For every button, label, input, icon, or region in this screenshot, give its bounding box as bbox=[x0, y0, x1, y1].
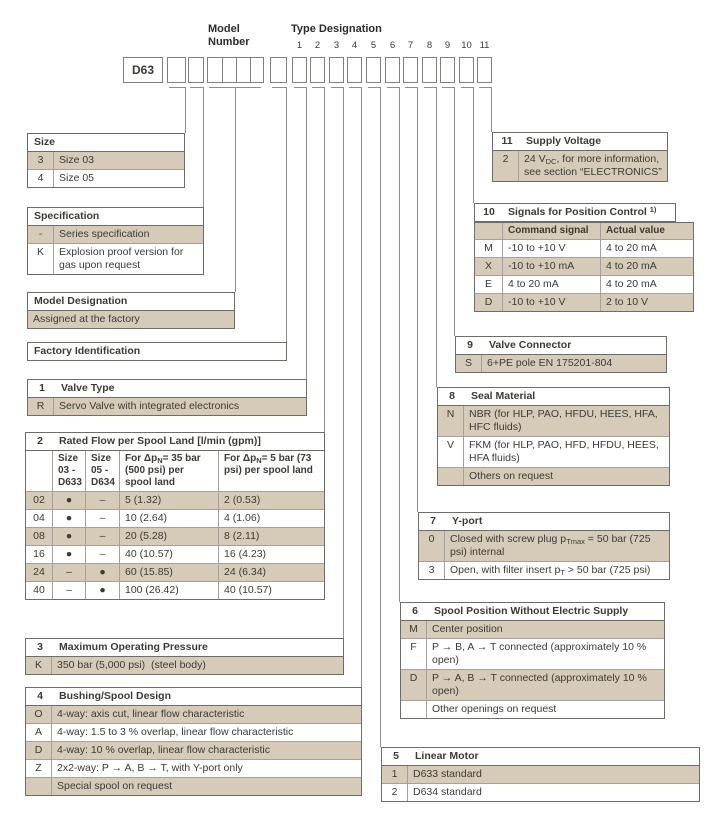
column-header-cell: Size 03 - D633 bbox=[53, 451, 86, 491]
row-code-cell: A bbox=[26, 724, 52, 741]
table-header bbox=[456, 337, 666, 355]
column-header-cell: For $\Delta p_N= 5$ bar (73 psi) per spool land bbox=[224, 453, 313, 476]
row-description-cell: Closed with screw plug $p_{Tmax} = 50$ bar (725 psi) internal bbox=[450, 533, 651, 558]
row-description-cell: Series specification bbox=[59, 228, 150, 240]
table-row bbox=[26, 491, 324, 509]
row-description-cell: Center position bbox=[432, 623, 503, 635]
column-header-cell: Size 05 - D634 bbox=[86, 451, 120, 491]
row-code-cell: 3 bbox=[419, 562, 445, 579]
type-code-box-10 bbox=[459, 57, 474, 83]
row-description-cell: 24 $V_{DC}$, for more information, see section “ELECTRONICS” bbox=[524, 153, 662, 178]
table-title: Factory Identification bbox=[34, 345, 141, 357]
column-header-cell: Command signal bbox=[503, 223, 601, 239]
table-row bbox=[493, 151, 667, 181]
type-designation-number: 1 bbox=[296, 40, 303, 51]
table-title: Maximum Operating Pressure bbox=[59, 641, 208, 653]
row-description-cell: Open, with filter insert $p_T > 50$ bar (725 psi) bbox=[450, 564, 651, 577]
type-code-box-6 bbox=[385, 57, 400, 83]
type-designation-number: 2 bbox=[314, 40, 321, 51]
row-value-cell: 16 (4.23) bbox=[224, 548, 267, 560]
row-value-cell: – bbox=[86, 510, 120, 527]
row-value-cell: 2 (0.53) bbox=[224, 494, 261, 506]
table-header-number: 7 bbox=[430, 515, 436, 527]
table-header bbox=[28, 380, 306, 398]
table-header bbox=[28, 293, 234, 311]
table-factory-identification bbox=[27, 342, 287, 361]
row-value-cell: -10 to +10 V bbox=[503, 240, 601, 257]
row-value-cell: 4 to 20 mA bbox=[606, 260, 657, 272]
row-value-cell: ● bbox=[53, 510, 86, 527]
row-value-cell: ● bbox=[53, 492, 86, 509]
row-description-cell: Size 05 bbox=[59, 172, 95, 184]
row-code-cell: 16 bbox=[26, 546, 53, 563]
table-6-spool-position bbox=[400, 602, 665, 719]
table-row bbox=[26, 657, 343, 674]
table-header bbox=[28, 134, 184, 152]
row-value-cell: ● bbox=[53, 546, 86, 563]
row-code-cell: 4 bbox=[28, 170, 54, 187]
table-2-rated-flow bbox=[25, 432, 325, 600]
table-row bbox=[382, 766, 699, 783]
row-description-cell: 4-way: axis cut, linear flow characteristic bbox=[57, 708, 245, 720]
table-header bbox=[26, 688, 361, 706]
type-code-box-7 bbox=[403, 57, 418, 83]
row-value-cell: 60 (15.85) bbox=[120, 564, 219, 581]
spec-code-box bbox=[188, 57, 204, 83]
type-designation-number: 8 bbox=[426, 40, 433, 51]
table-header bbox=[401, 603, 664, 621]
table-row bbox=[26, 545, 324, 563]
table-header-number: 2 bbox=[37, 435, 43, 447]
row-code-cell: M bbox=[401, 621, 427, 638]
row-code-cell: K bbox=[26, 657, 52, 674]
type-designation-number: 6 bbox=[389, 40, 396, 51]
table-header bbox=[28, 343, 286, 360]
row-code-cell bbox=[401, 701, 427, 718]
table-row bbox=[26, 509, 324, 527]
model-prefix-box: D63 bbox=[123, 57, 163, 83]
row-description-cell: P → A, B → T connected (approximately 10 % open) bbox=[432, 672, 647, 697]
row-code-cell: D bbox=[26, 742, 52, 759]
type-code-box-2 bbox=[310, 57, 325, 83]
table-11-supply-voltage bbox=[492, 132, 668, 182]
table-row bbox=[28, 152, 184, 169]
row-description-cell: 6+PE pole EN 175201-804 bbox=[487, 357, 613, 369]
type-code-box-3 bbox=[329, 57, 344, 83]
table-title: Valve Type bbox=[61, 382, 115, 394]
row-code-cell: 04 bbox=[26, 510, 53, 527]
type-code-box-8 bbox=[422, 57, 437, 83]
row-code-cell bbox=[26, 778, 52, 795]
table-row bbox=[456, 355, 666, 372]
table-title: Specification bbox=[34, 210, 100, 222]
column-header-code-cell bbox=[26, 451, 53, 491]
table-row bbox=[438, 436, 669, 467]
table-title: Y-port bbox=[452, 515, 483, 527]
table-title: Valve Connector bbox=[489, 339, 572, 351]
row-value-cell: – bbox=[86, 528, 120, 545]
row-value-cell: 40 (10.57) bbox=[224, 584, 272, 596]
cell-divider bbox=[250, 58, 251, 82]
row-description-cell: 4-way: 10 % overlap, linear flow characteristic bbox=[57, 744, 271, 756]
table-9-valve-connector bbox=[455, 336, 667, 373]
row-value-cell: – bbox=[53, 564, 86, 581]
row-code-cell: 02 bbox=[26, 492, 53, 509]
row-value-cell: 4 to 20 mA bbox=[606, 242, 657, 254]
row-description-cell: D634 standard bbox=[413, 786, 482, 798]
row-code-cell: 40 bbox=[26, 582, 53, 599]
row-description-cell: D633 standard bbox=[413, 768, 482, 780]
type-designation-number: 5 bbox=[370, 40, 377, 51]
table-title: Bushing/Spool Design bbox=[59, 690, 171, 702]
row-code-cell: 3 bbox=[28, 152, 54, 169]
table-row bbox=[28, 243, 203, 274]
table-size bbox=[27, 133, 185, 188]
size-code-box bbox=[167, 57, 186, 83]
row-code-cell: 08 bbox=[26, 528, 53, 545]
row-value-cell: 4 to 20 mA bbox=[606, 278, 657, 290]
cell-divider bbox=[222, 58, 223, 82]
row-value-cell: ● bbox=[86, 564, 120, 581]
table-row bbox=[28, 226, 203, 243]
row-code-cell: 2 bbox=[493, 151, 519, 181]
row-text-cell: Assigned at the factory bbox=[33, 313, 140, 325]
row-description-cell: Others on request bbox=[469, 470, 554, 482]
row-description-cell: Other openings on request bbox=[432, 703, 557, 715]
row-code-cell: X bbox=[475, 258, 503, 275]
table-model-designation bbox=[27, 292, 235, 329]
table-header bbox=[419, 513, 669, 531]
type-code-box-9 bbox=[440, 57, 455, 83]
row-code-cell: D bbox=[475, 294, 503, 311]
row-value-cell: -10 to +10 V bbox=[503, 294, 601, 311]
table-title: Spool Position Without Electric Supply bbox=[434, 605, 629, 617]
table-row bbox=[401, 669, 664, 700]
model-number-group bbox=[207, 57, 264, 83]
row-description-cell: Special spool on request bbox=[57, 780, 172, 792]
row-value-cell: 4 to 20 mA bbox=[503, 276, 601, 293]
table-header-number: 9 bbox=[467, 339, 473, 351]
row-code-cell: 1 bbox=[382, 766, 408, 783]
table-title: Supply Voltage bbox=[526, 135, 602, 147]
type-designation-number: 9 bbox=[444, 40, 451, 51]
column-header-cell: For $\Delta p_N= 35$ bar (500 psi) per spool land bbox=[120, 451, 219, 491]
table-header-number: 6 bbox=[412, 605, 418, 617]
row-value-cell: – bbox=[86, 492, 120, 509]
row-value-cell: 4 (1.06) bbox=[224, 512, 261, 524]
table-title: Size bbox=[34, 136, 56, 148]
row-value-cell: 20 (5.28) bbox=[120, 528, 219, 545]
row-value-cell: 5 (1.32) bbox=[120, 492, 219, 509]
cell-divider bbox=[236, 58, 237, 82]
type-code-box-5 bbox=[366, 57, 381, 83]
table-row bbox=[26, 581, 324, 599]
table-title: Model Designation bbox=[34, 295, 128, 307]
row-code-cell: N bbox=[438, 406, 464, 436]
table-7-y-port bbox=[418, 512, 670, 580]
table-title: Signals for Position Control $^{1)}$ bbox=[508, 205, 657, 218]
table-title: Seal Material bbox=[471, 390, 536, 402]
row-description-cell: Servo Valve with integrated electronics bbox=[59, 400, 240, 412]
row-value-cell: ● bbox=[53, 528, 86, 545]
table-header bbox=[493, 133, 667, 151]
table-row bbox=[401, 621, 664, 638]
table-10-signals-position-control bbox=[474, 203, 694, 312]
table-row bbox=[26, 563, 324, 581]
factory-id-box bbox=[270, 57, 287, 83]
row-description-cell: 4-way: 1.5 to 3 % overlap, linear flow characteristic bbox=[57, 726, 294, 738]
type-designation-number: 11 bbox=[479, 40, 490, 51]
row-code-cell: V bbox=[438, 437, 464, 467]
column-header-row bbox=[26, 451, 324, 491]
table-row bbox=[26, 527, 324, 545]
row-code-cell: 2 bbox=[382, 784, 408, 801]
table-header-number: 3 bbox=[37, 641, 43, 653]
row-value-cell: 10 (2.64) bbox=[120, 510, 219, 527]
row-code-cell bbox=[438, 468, 464, 485]
table-8-seal-material bbox=[437, 387, 670, 486]
row-value-cell: ● bbox=[86, 582, 120, 599]
table-row bbox=[28, 311, 234, 328]
table-row bbox=[401, 638, 664, 669]
table-row bbox=[28, 398, 306, 415]
table-row bbox=[474, 257, 694, 275]
table-row bbox=[26, 777, 361, 795]
type-code-box-4 bbox=[347, 57, 362, 83]
table-title: Rated Flow per Spool Land [l/min (gpm)] bbox=[59, 435, 261, 447]
table-header bbox=[26, 639, 343, 657]
type-designation-number: 4 bbox=[351, 40, 358, 51]
row-description-cell: FKM (for HLP, PAO, HFD, HFDU, HEES, HFA fluids) bbox=[469, 439, 659, 464]
table-row bbox=[26, 706, 361, 723]
table-row bbox=[438, 406, 669, 436]
table-4-bushing-spool-design bbox=[25, 687, 362, 796]
table-header-number: 11 bbox=[501, 135, 513, 147]
table-row bbox=[382, 783, 699, 801]
row-code-cell: D bbox=[401, 670, 427, 700]
row-description-cell: Size 03 bbox=[59, 154, 95, 166]
table-header bbox=[438, 388, 669, 406]
table-row bbox=[26, 759, 361, 777]
table-header bbox=[474, 203, 676, 222]
table-row bbox=[401, 700, 664, 718]
table-header-number: 1 bbox=[39, 382, 45, 394]
table-row bbox=[438, 467, 669, 485]
column-header-cell: Actual value bbox=[606, 225, 665, 236]
row-value-cell: – bbox=[53, 582, 86, 599]
type-designation-number: 7 bbox=[407, 40, 414, 51]
type-code-box-11 bbox=[477, 57, 492, 83]
table-header bbox=[382, 748, 699, 766]
type-designation-number: 10 bbox=[461, 40, 472, 51]
row-value-cell: 40 (10.57) bbox=[120, 546, 219, 563]
table-specification bbox=[27, 207, 204, 275]
row-value-cell: 24 (6.34) bbox=[224, 566, 267, 578]
type-code-box-1 bbox=[292, 57, 307, 83]
table-row bbox=[26, 723, 361, 741]
row-description-cell: 350 bar (5,000 psi) (steel body) bbox=[57, 659, 206, 671]
row-code-cell: K bbox=[28, 244, 54, 274]
column-header-row bbox=[474, 222, 694, 239]
row-description-cell: P → B, A → T connected (approximately 10 % open) bbox=[432, 641, 647, 666]
row-code-cell: M bbox=[475, 240, 503, 257]
table-1-valve-type bbox=[27, 379, 307, 416]
row-code-cell: 24 bbox=[26, 564, 53, 581]
table-header bbox=[28, 208, 203, 226]
type-designation-label: Type Designation bbox=[291, 23, 382, 35]
table-row bbox=[419, 531, 669, 561]
row-code-cell: - bbox=[28, 226, 54, 243]
row-description-cell: 2x2-way: P → A, B → T, with Y-port only bbox=[57, 762, 243, 774]
row-description-cell: Explosion proof version for gas upon request bbox=[59, 246, 184, 271]
table-row bbox=[474, 293, 694, 312]
table-row bbox=[26, 741, 361, 759]
row-description-cell: NBR (for HLP, PAO, HFDU, HEES, HFA, HFC fluids) bbox=[469, 408, 658, 433]
table-3-max-operating-pressure bbox=[25, 638, 344, 675]
table-row bbox=[474, 275, 694, 293]
table-title: Linear Motor bbox=[415, 750, 479, 762]
table-row bbox=[474, 239, 694, 257]
table-header-number: 8 bbox=[449, 390, 455, 402]
row-value-cell: 8 (2.11) bbox=[224, 530, 260, 542]
row-code-cell: F bbox=[401, 639, 427, 669]
row-code-cell: O bbox=[26, 706, 52, 723]
table-row bbox=[419, 561, 669, 579]
row-value-cell: 2 to 10 V bbox=[606, 296, 649, 308]
table-5-linear-motor bbox=[381, 747, 700, 802]
row-code-cell: 0 bbox=[419, 531, 445, 561]
column-header-code-cell bbox=[475, 223, 503, 239]
row-value-cell: 100 (26.42) bbox=[120, 582, 219, 599]
table-header-number: 5 bbox=[393, 750, 399, 762]
row-code-cell: S bbox=[456, 355, 482, 372]
row-value-cell: – bbox=[86, 546, 120, 563]
row-code-cell: Z bbox=[26, 760, 52, 777]
model-number-label: Model Number bbox=[208, 23, 250, 48]
row-code-cell: E bbox=[475, 276, 503, 293]
row-code-cell: R bbox=[28, 398, 54, 415]
table-header-number: 4 bbox=[37, 690, 43, 702]
row-value-cell: -10 to +10 mA bbox=[503, 258, 601, 275]
table-header bbox=[26, 433, 324, 451]
type-designation-number: 3 bbox=[333, 40, 340, 51]
table-row bbox=[28, 169, 184, 187]
table-header-number: 10 bbox=[483, 206, 495, 218]
